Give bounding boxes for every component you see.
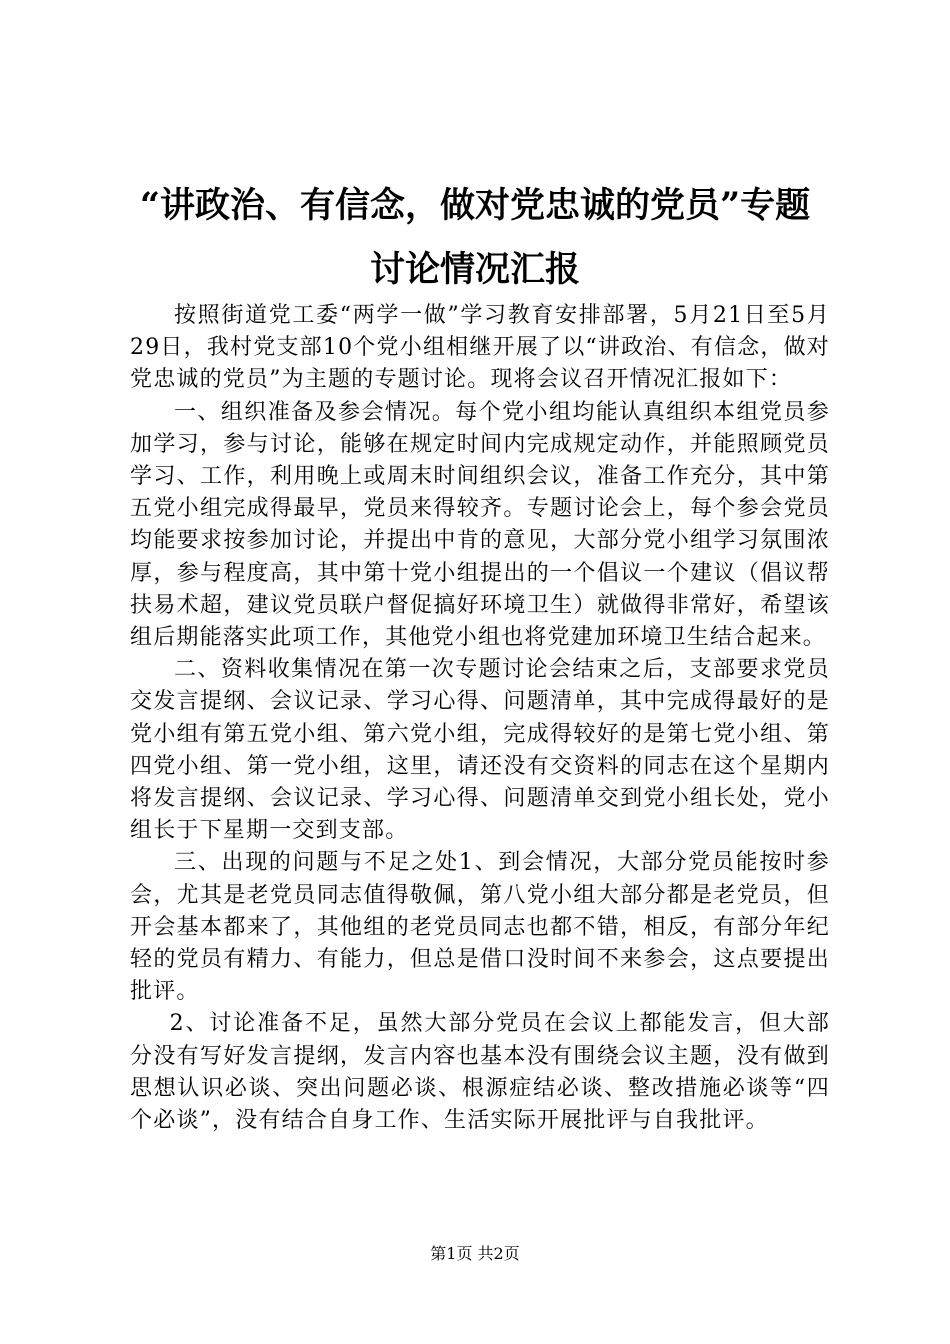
document-body bbox=[130, 300, 830, 1137]
document-title-line-1: “讲政治、有信念，做对党忠诚的党员”专题 bbox=[139, 185, 811, 226]
section-3-paragraph: 三、出现的问题与不足之处1、到会情况，大部分党员能按时参会，尤其是老党员同志值得敬佩，第八党小组大部分都是老党员，但开会基本都来了，其他组的老党员同志也都不错，相反，有部分年纪轻的党员有精力、有能力，但总是借口没时间不来参会，这点要提出批评。 bbox=[130, 850, 830, 1005]
section-2-paragraph: 二、资料收集情况在第一次专题讨论会结束之后，支部要求党员交发言提纲、会议记录、学习心得、问题清单，其中完成得最好的是党小组有第五党小组、第六党小组，完成得较好的是第七党小组、第四党小组、第一党小组，这里，请还没有交资料的同志在这个星期内将发言提纲、会议记录、学习心得、问题清单交到党小组长处，党小组长于下星期一交到支部。 bbox=[130, 657, 830, 844]
document-title-line-2: 讨论情况汇报 bbox=[369, 249, 580, 290]
intro-paragraph: 按照街道党工委“两学一做”学习教育安排部署，5月21日至5月29日，我村党支部10个党小组相继开展了以“讲政治、有信念，做对党忠诚的党员”为主题的专题讨论。现将会议召开情况汇报如下： bbox=[130, 303, 830, 393]
page-number-footer: 第1页 共2页 bbox=[430, 1244, 520, 1263]
section-3-item-2-paragraph: 2、讨论准备不足，虽然大部分党员在会议上都能发言，但大部分没有写好发言提纲，发言内容也基本没有围绕会议主题，没有做到思想认识必谈、突出问题必谈、根源症结必谈、整改措施必谈等“四个必谈”，没有结合自身工作、生活实际开展批评与自我批评。 bbox=[130, 1011, 830, 1134]
section-1-paragraph: 一、组织准备及参会情况。每个党小组均能认真组织本组党员参加学习，参与讨论，能够在规定时间内完成规定动作，并能照顾党员学习、工作，利用晚上或周末时间组织会议，准备工作充分，其中第五党小组完成得最早，党员来得较齐。专题讨论会上，每个参会党员均能要求按参加讨论，并提出中肯的意见，大部分党小组学习氛围浓厚，参与程度高，其中第十党小组提出的一个倡议一个建议（倡议帮扶易术超，建议党员联户督促搞好环境卫生）就做得非常好，希望该组后期能落实此项工作，其他党小组也将党建加环境卫生结合起来。 bbox=[130, 399, 830, 651]
